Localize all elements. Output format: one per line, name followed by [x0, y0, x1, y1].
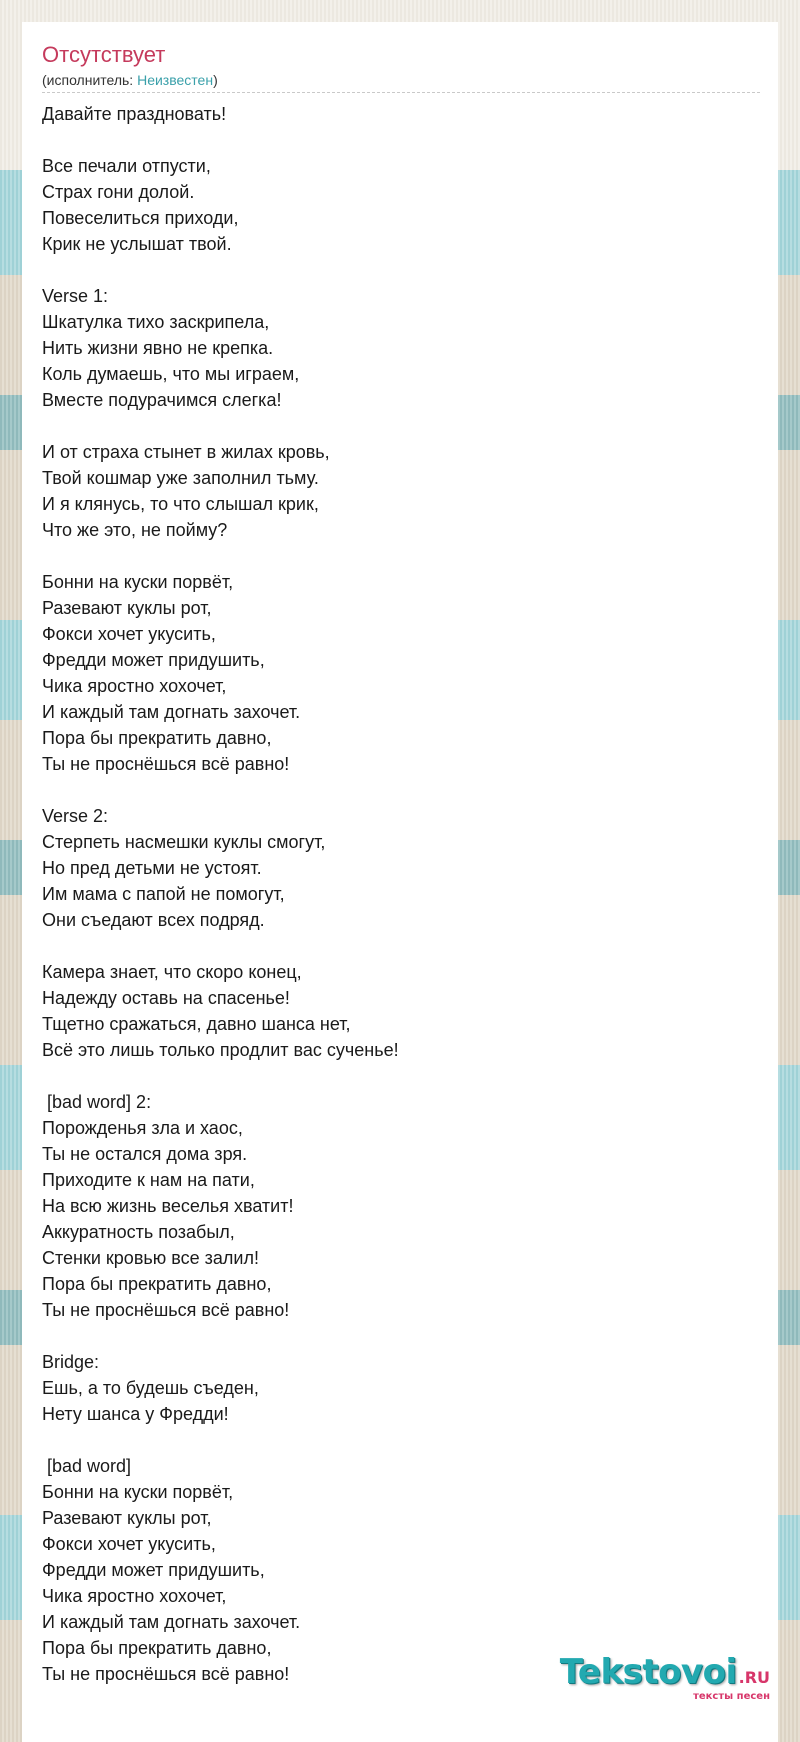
lyric-line: Нить жизни явно не крепка.	[42, 338, 274, 358]
lyric-blank-line	[42, 933, 758, 959]
lyric-line: Ты не проснёшься всё равно!	[42, 1664, 290, 1684]
lyric-line: Фредди может придушить,	[42, 1560, 265, 1580]
lyric-line: Нету шанса у Фредди!	[42, 1404, 229, 1424]
lyric-line: Ты не проснёшься всё равно!	[42, 1300, 290, 1320]
lyric-blank-line	[42, 1323, 758, 1349]
lyric-line: Что же это, не пойму?	[42, 520, 228, 540]
lyric-blank-line	[42, 543, 758, 569]
lyric-line: Аккуратность позабыл,	[42, 1222, 235, 1242]
title-divider	[42, 92, 760, 93]
artist-suffix: )	[213, 72, 218, 88]
logo-tagline: тексты песен	[693, 1691, 770, 1702]
lyric-line: Надежду оставь на спасенье!	[42, 988, 290, 1008]
logo-wordmark: Tekstovoi	[559, 1652, 737, 1692]
song-title: Отсутствует	[42, 42, 166, 67]
lyric-line: Коль думаешь, что мы играем,	[42, 364, 300, 384]
lyric-line: Фокси хочет укусить,	[42, 624, 216, 644]
lyric-line: Стенки кровью все залил!	[42, 1248, 259, 1268]
lyric-line: Вместе подурачимся слегка!	[42, 390, 282, 410]
lyric-line: Им мама с папой не помогут,	[42, 884, 285, 904]
lyric-line: Bridge:	[42, 1352, 100, 1372]
lyric-line: Разевают куклы рот,	[42, 1508, 212, 1528]
lyric-line: Ты не остался дома зря.	[42, 1144, 248, 1164]
lyric-line: Тщетно сражаться, давно шанса нет,	[42, 1014, 351, 1034]
lyric-blank-line	[42, 1063, 758, 1089]
lyric-line: Порожденья зла и хаос,	[42, 1118, 243, 1138]
lyric-line: И каждый там догнать захочет.	[42, 1612, 301, 1632]
artist-link[interactable]: Неизвестен	[137, 72, 214, 88]
lyric-line: Ешь, а то будешь съеден,	[42, 1378, 259, 1398]
lyric-line: Пора бы прекратить давно,	[42, 1638, 272, 1658]
lyric-line: Verse 2:	[42, 806, 109, 826]
lyric-blank-line	[42, 1427, 758, 1453]
artist-prefix: (исполнитель:	[42, 72, 138, 88]
lyric-line: И каждый там догнать захочет.	[42, 702, 301, 722]
lyric-line: Ты не проснёшься всё равно!	[42, 754, 290, 774]
lyric-blank-line	[42, 413, 758, 439]
lyric-line: Стерпеть насмешки куклы смогут,	[42, 832, 326, 852]
lyric-line: Они съедают всех подряд.	[42, 910, 265, 930]
lyrics-text	[42, 101, 758, 1687]
lyric-blank-line	[42, 127, 758, 153]
lyric-line: Бонни на куски порвёт,	[42, 1482, 234, 1502]
lyric-line: И от страха стынет в жилах кровь,	[42, 442, 330, 462]
lyric-line: Пора бы прекратить давно,	[42, 728, 272, 748]
lyric-line: [bad word] 2:	[42, 1092, 152, 1112]
lyric-line: Приходите к нам на пати,	[42, 1170, 255, 1190]
artist-line	[42, 70, 758, 90]
lyric-line: Крик не услышат твой.	[42, 234, 232, 254]
lyric-line: Давайте праздновать!	[42, 104, 227, 124]
logo-tld: .RU	[738, 1668, 770, 1687]
lyric-line: Разевают куклы рот,	[42, 598, 212, 618]
lyric-line: Твой кошмар уже заполнил тьму.	[42, 468, 319, 488]
lyric-line: Всё это лишь только продлит вас сученье!	[42, 1040, 399, 1060]
lyric-line: Бонни на куски порвёт,	[42, 572, 234, 592]
lyric-line: Пора бы прекратить давно,	[42, 1274, 272, 1294]
lyric-line: И я клянусь, то что слышал крик,	[42, 494, 319, 514]
lyric-line: Повеселиться приходи,	[42, 208, 239, 228]
lyric-line: Все печали отпусти,	[42, 156, 211, 176]
lyric-line: Камера знает, что скоро конец,	[42, 962, 302, 982]
lyrics-card	[22, 22, 778, 1742]
lyric-line: На всю жизнь веселья хватит!	[42, 1196, 294, 1216]
lyric-line: Verse 1:	[42, 286, 109, 306]
site-logo[interactable]	[559, 1652, 770, 1702]
lyric-line: Страх гони долой.	[42, 182, 195, 202]
lyric-line: Фокси хочет укусить,	[42, 1534, 216, 1554]
lyric-line: Фредди может придушить,	[42, 650, 265, 670]
lyric-line: Чика яростно хохочет,	[42, 1586, 227, 1606]
lyric-line: Но пред детьми не устоят.	[42, 858, 262, 878]
lyric-blank-line	[42, 777, 758, 803]
lyric-blank-line	[42, 257, 758, 283]
lyric-line: Чика яростно хохочет,	[42, 676, 227, 696]
lyric-line: [bad word]	[42, 1456, 132, 1476]
lyric-line: Шкатулка тихо заскрипела,	[42, 312, 270, 332]
